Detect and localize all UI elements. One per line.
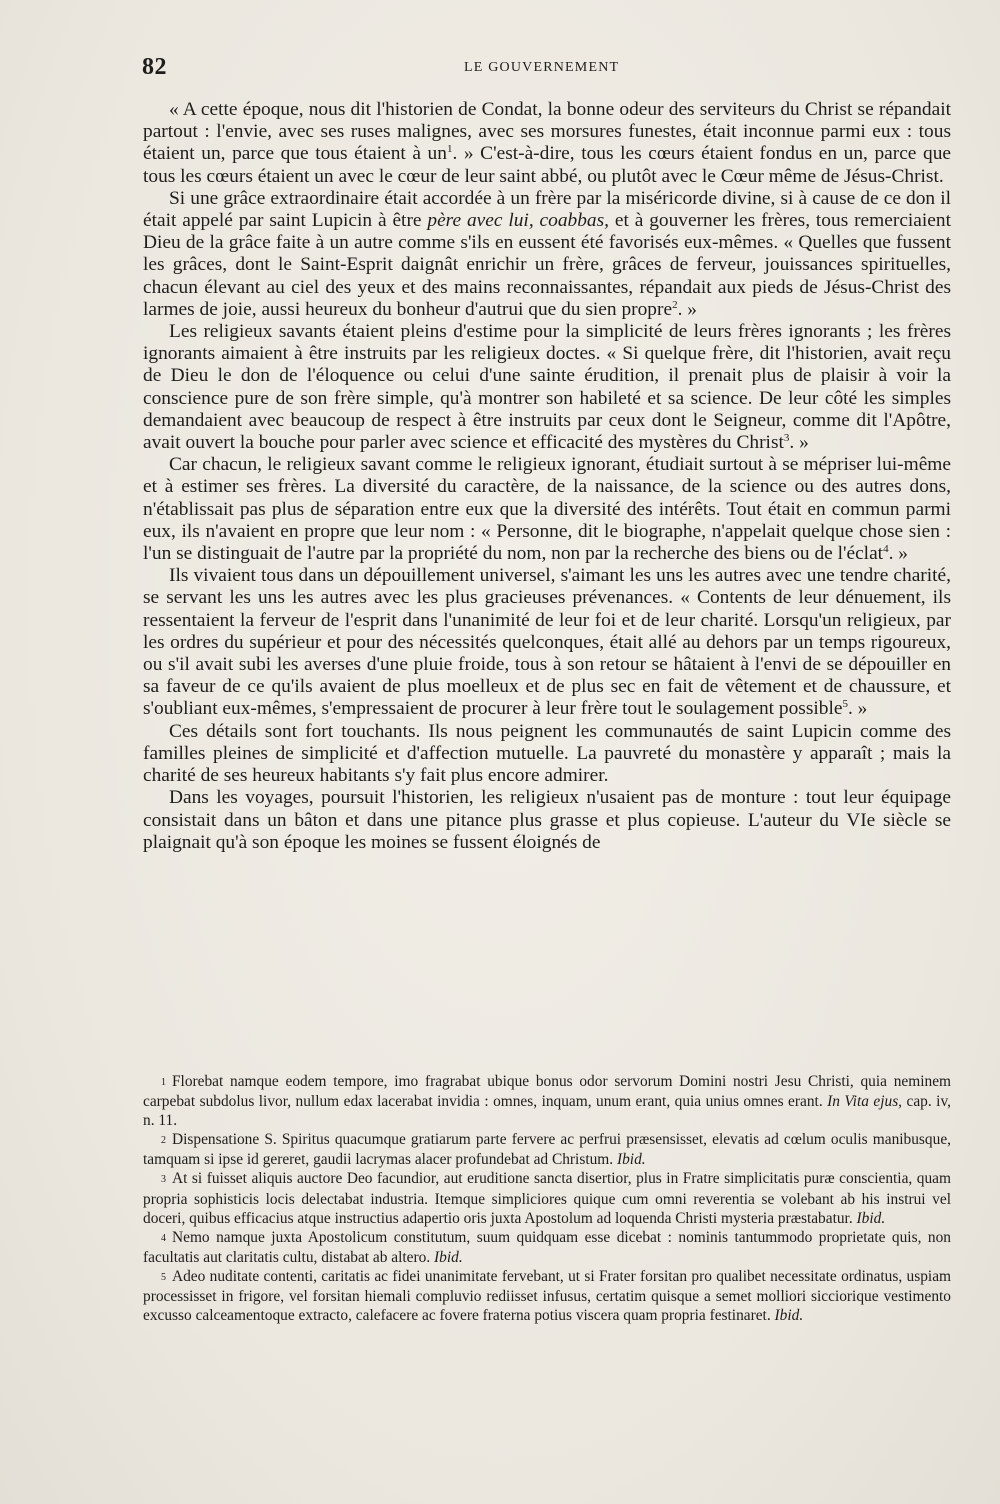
footnote: 3 At si fuisset aliquis auctore Deo facundior, aut eruditione sancta disertior, plus in Fratre simplicitatis puræ conscientia, quam propria sophisticis locis delectabat industria. Itemque simpliciores quique cum omni reverentia se volebant ab his instrui vel doceri, quibus efficacius atque instructius adapertio oris juxta Apostolum ad loquenda Christi mysteria præstabatur. Ibid. [143,1170,951,1227]
citation: In Vita ejus, [827,1093,903,1111]
footnote-number: 5 [161,1271,166,1283]
paragraph: Car chacun, le religieux savant comme le religieux ignorant, étudiait surtout à se mépriser lui-même et à estimer ses frères. La diversité du caractère, de la naissance, de la science ou des autres dons, n'établissait pas plus de séparation entre eux que la diversité des intérêts. Tout était en commun parmi eux, ils n'avaient en propre que leur nom : « Personne, dit le biographe, n'appelait quelque chose sien : l'un se distinguait de l'autre par la propriété du nom, non par la recherche des biens ou de l'éclat$^4$. » [143,454,951,565]
page-number: 82 [142,54,167,80]
footnote-ref: 5 [842,698,848,711]
paragraph: Dans les voyages, poursuit l'historien, les religieux n'usaient pas de monture : tout leur équipage consistait dans un bâton et dans une pitance plus grasse et plus copieuse. L'auteur du VIe siècle se plaignait qu'à son époque les moines se fussent éloignés de [143,787,951,853]
citation: Ibid. [616,1151,646,1169]
footnote-ref: 1 [446,143,453,156]
footnote-number: 2 [161,1135,166,1147]
citation: Ibid. [856,1209,886,1227]
paragraph: Ils vivaient tous dans un dépouillement universel, s'aimant les uns les autres avec une tendre charité, se servant les uns les autres avec les plus gracieuses prévenances. « Contents de leur dénuement, ils ressentaient la ferveur de l'esprit dans l'unanimité de leur foi et de leur charité. Lorsqu'un religieux, par les ordres du supérieur et pour des nécessités quelconques, était allé au dehors par un temps rigoureux, ou s'il avait subi les averses d'une pluie froide, tous à son retour se hâtaient à l'envi de se dépouiller en sa faveur de ce qu'ils avaient de plus moelleux et de plus sec en fait de vêtement et de chaussure, et s'oubliant eux-mêmes, s'empressaient de procurer à leur frère tout le soulagement possible$^5$. » [143,565,951,720]
running-title: LE GOUVERNEMENT [464,60,620,75]
footnote-number: 3 [161,1174,166,1186]
footnote: 1 Florebat namque eodem tempore, imo fragrabat ubique bonus odor servorum Domini nostri Jesu Christi, quia neminem carpebat subdolus livor, nullum edax lacerabat invidia : omnes, inquam, unum erant, quia unius omnes erant. In Vita ejus, cap. iv, n. 11. [143,1073,951,1130]
paragraph: « A cette époque, nous dit l'historien de Condat, la bonne odeur des serviteurs du Christ se répandait partout : l'envie, avec ses ruses malignes, avec ses morsures funestes, était inconnue parmi eux : tous étaient un, parce que tous étaient à $un^1$. » C'est-à-dire, tous les cœurs étaient fondus en un, parce que tous les cœurs étaient un avec le cœur de leur saint abbé, ou plutôt avec le Cœur même de Jésus-Christ. [143,99,951,187]
footnote: 5 Adeo nuditate contenti, caritatis ac fidei unanimitate fervebant, ut si Frater forsitan pro qualibet necessitate ordinatus, uspiam processisset in frigore, vel forsitan hiemali compluvio rediisset infusus, certatim quisque a semet molliori sicciorique vestimento excusso calceamentoque extracto, calefacere ac fovere fraterna potius viscera quam propria festinaret. Ibid. [143,1267,951,1325]
footnotes [143,1072,951,1325]
main-text [143,99,951,854]
citation: Ibid. [434,1248,463,1266]
italic-phrase: père avec lui, coabbas, [427,210,610,232]
paragraph: Si une grâce extraordinaire était accordée à un frère par la miséricorde divine, si à cause de ce don il était appelé par saint Lupicin à être père avec lui, coabbas, et à gouverner les frères, tous remerciaient Dieu de la grâce faite à un autre comme s'ils en eussent été favorisés eux-mêmes. « Quelles que fussent les grâces, dont le Saint-Esprit daignât enrichir un frère, grâces de ferveur, jouissances spirituelles, chacun élevant au ciel des yeux et des mains reconnaissantes, répandait aux pieds de Jésus-Christ des larmes de joie, aussi heureux du bonheur d'autrui que du sien propre$^2$. » [143,187,951,320]
page-header [142,54,956,84]
footnote-ref: 2 [672,298,678,311]
footnote-ref: 4 [883,543,889,556]
footnote-ref: 3 [783,432,790,445]
footnote: 4 Nemo namque juxta Apostolicum constitutum, suum quidquam esse dicebat : nominis tantummodo proprietate quis, non facultatis aut claritatis cultu, distabat ab altero. Ibid. [143,1228,951,1266]
paragraph: Ces détails sont fort touchants. Ils nous peignent les communautés de saint Lupicin comme des familles pleines de simplicité et d'affection mutuelle. La pauvreté du monastère y apparaît ; mais la charité de ses heureux habitants s'y fait plus encore admirer. [143,720,951,787]
footnote-number: 4 [161,1232,166,1244]
citation: Ibid. [774,1307,804,1325]
footnote: 2 Dispensatione S. Spiritus quacumque gratiarum parte fervere ac perfrui præsensisset, elevatis ad cœlum oculis manibusque, tamquam si ipse id gereret, gaudii lacrymas alacer profundebat ad Christum. Ibid. [143,1131,951,1169]
footnote-number: 1 [161,1077,166,1088]
paragraph: Les religieux savants étaient pleins d'estime pour la simplicité de leurs frères ignorants ; les frères ignorants aimaient à être instruits par les religieux doctes. « Si quelque frère, dit l'historien, avait reçu de Dieu le don de l'éloquence ou celui d'une sainte érudition, il prenait plus de plaisir à voir la conscience pure de son frère simple, qu'à montrer son habileté et sa science. De leur côté les simples demandaient avec beaucoup de respect à être instruits par ceux dont le Seigneur, comme dit l'Apôtre, avait ouvert la bouche pour parler avec science et efficacité des mystères du Christ$^3$. » [143,321,951,454]
